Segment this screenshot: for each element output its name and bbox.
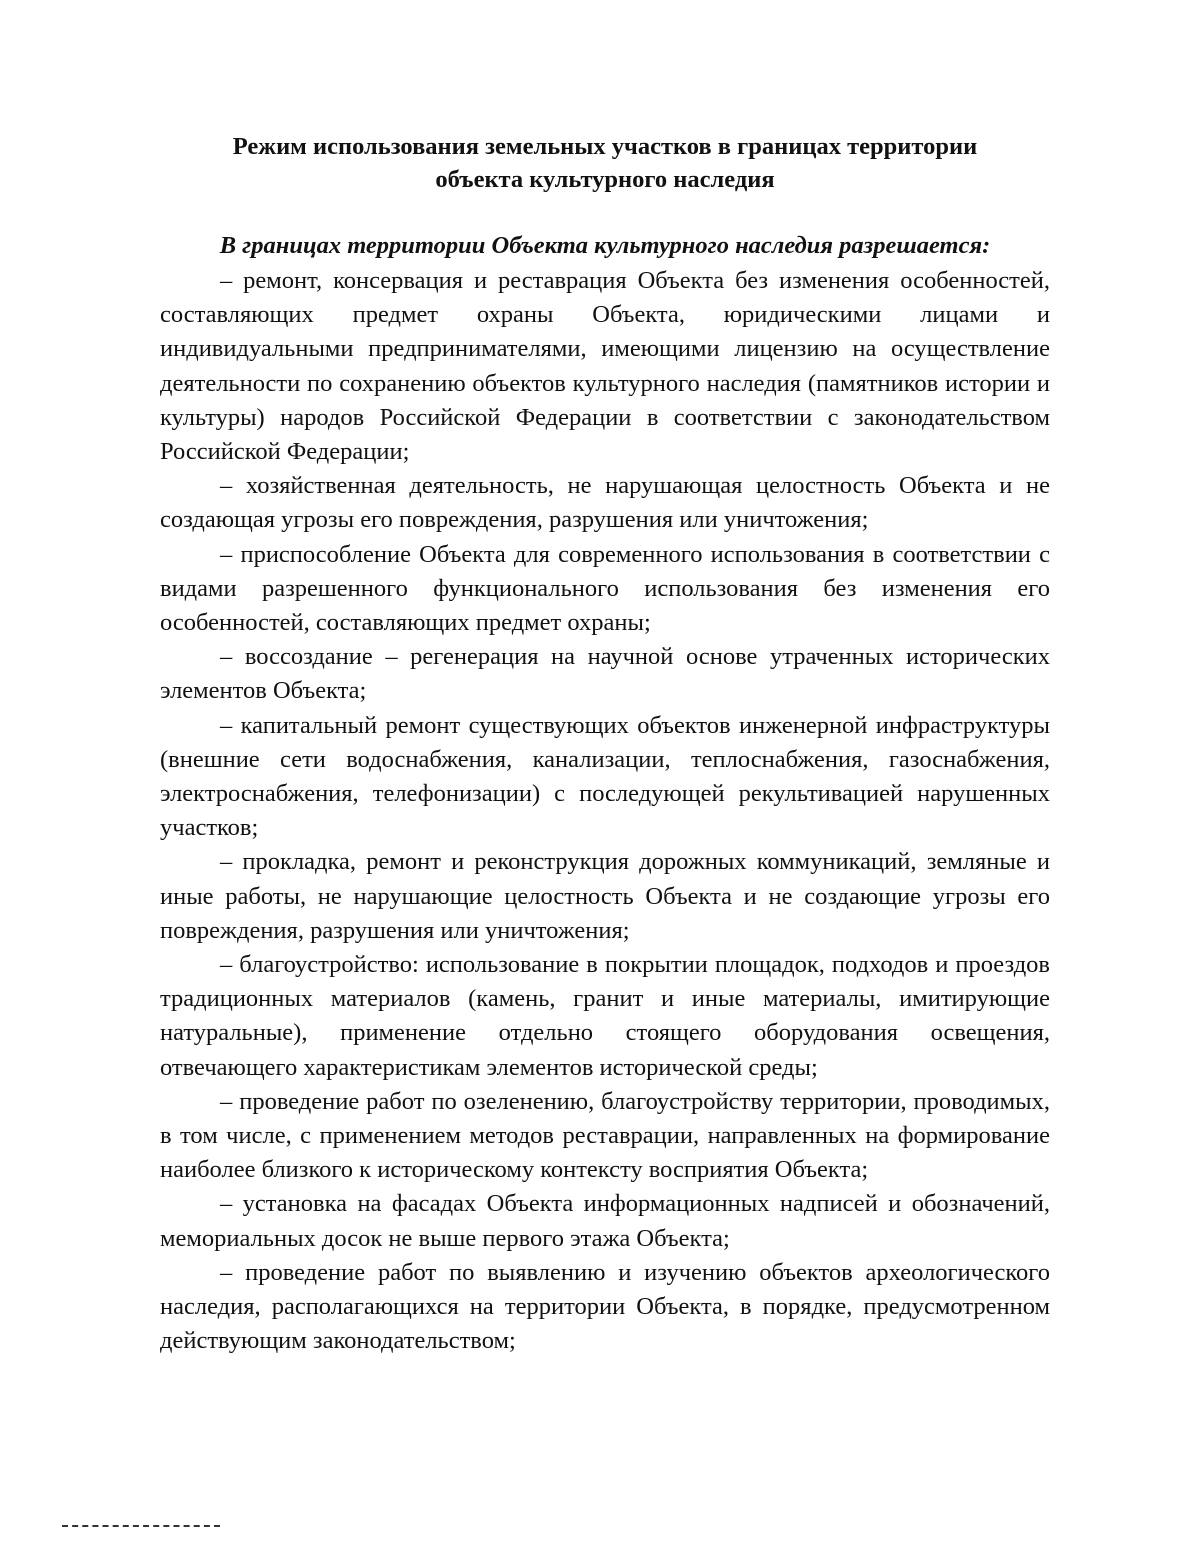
list-item: – проведение работ по выявлению и изучению объектов археологического наследия, располагающихся на территории Объекта, в порядке, предусмотренном действующим законодательством; (160, 1258, 1050, 1355)
list-item: – воссоздание – регенерация на научной основе утраченных исторических элементов Объекта; (160, 643, 1050, 705)
list-item: – установка на фасадах Объекта информационных надписей и обозначений, мемориальных досок не выше первого этажа Объекта; (160, 1190, 1050, 1252)
permitted-list (160, 264, 1050, 1359)
page-title (160, 130, 1050, 196)
list-item: – хозяйственная деятельность, не нарушающая целостность Объекта и не создающая угрозы его повреждения, разрушения или уничтожения; (160, 472, 1050, 534)
list-item: – приспособление Объекта для современного использования в соответствии с видами разрешенного функционального использования без изменения его особенностей, составляющих предмет охраны; (160, 540, 1050, 637)
title-line-2: объекта культурного наследия (435, 166, 775, 193)
list-item: – капитальный ремонт существующих объектов инженерной инфраструктуры (внешние сети водоснабжения, канализации, теплоснабжения, газоснабжения, электроснабжения, телефонизации) с последующей рекультивацией нарушенных участков; (160, 711, 1050, 842)
list-item: – проведение работ по озеленению, благоустройству территории, проводимых, в том числе, с применением методов реставрации, направленных на формирование наиболее близкого к историческому контексту восприятия Объекта; (160, 1087, 1050, 1184)
list-item: – прокладка, ремонт и реконструкция дорожных коммуникаций, земляные и иные работы, не нарушающие целостность Объекта и не создающие угрозы его повреждения, разрушения или уничтожения; (160, 848, 1050, 944)
footer-divider (62, 1525, 220, 1527)
section-heading: В границах территории Объекта культурного наследия разрешается: (219, 232, 991, 259)
title-line-1: Режим использования земельных участков в границах территории (232, 133, 978, 160)
list-item: – благоустройство: использование в покрытии площадок, подходов и проездов традиционных материалов (камень, гранит и иные материалы, имитирующие натуральные), применение отдельно стоящего оборудования освещения, отвечающего характеристикам элементов исторической среды; (160, 951, 1050, 1081)
list-item: – ремонт, консервация и реставрация Объекта без изменения особенностей, составляющих предмет охраны Объекта, юридическими лицами и индивидуальными предпринимателями, имеющими лицензию на осуществление деятельности по сохранению объектов культурного наследия (памятников истории и культуры) народов Российской Федерации в соответствии с законодательством Российской Федерации; (160, 267, 1050, 466)
